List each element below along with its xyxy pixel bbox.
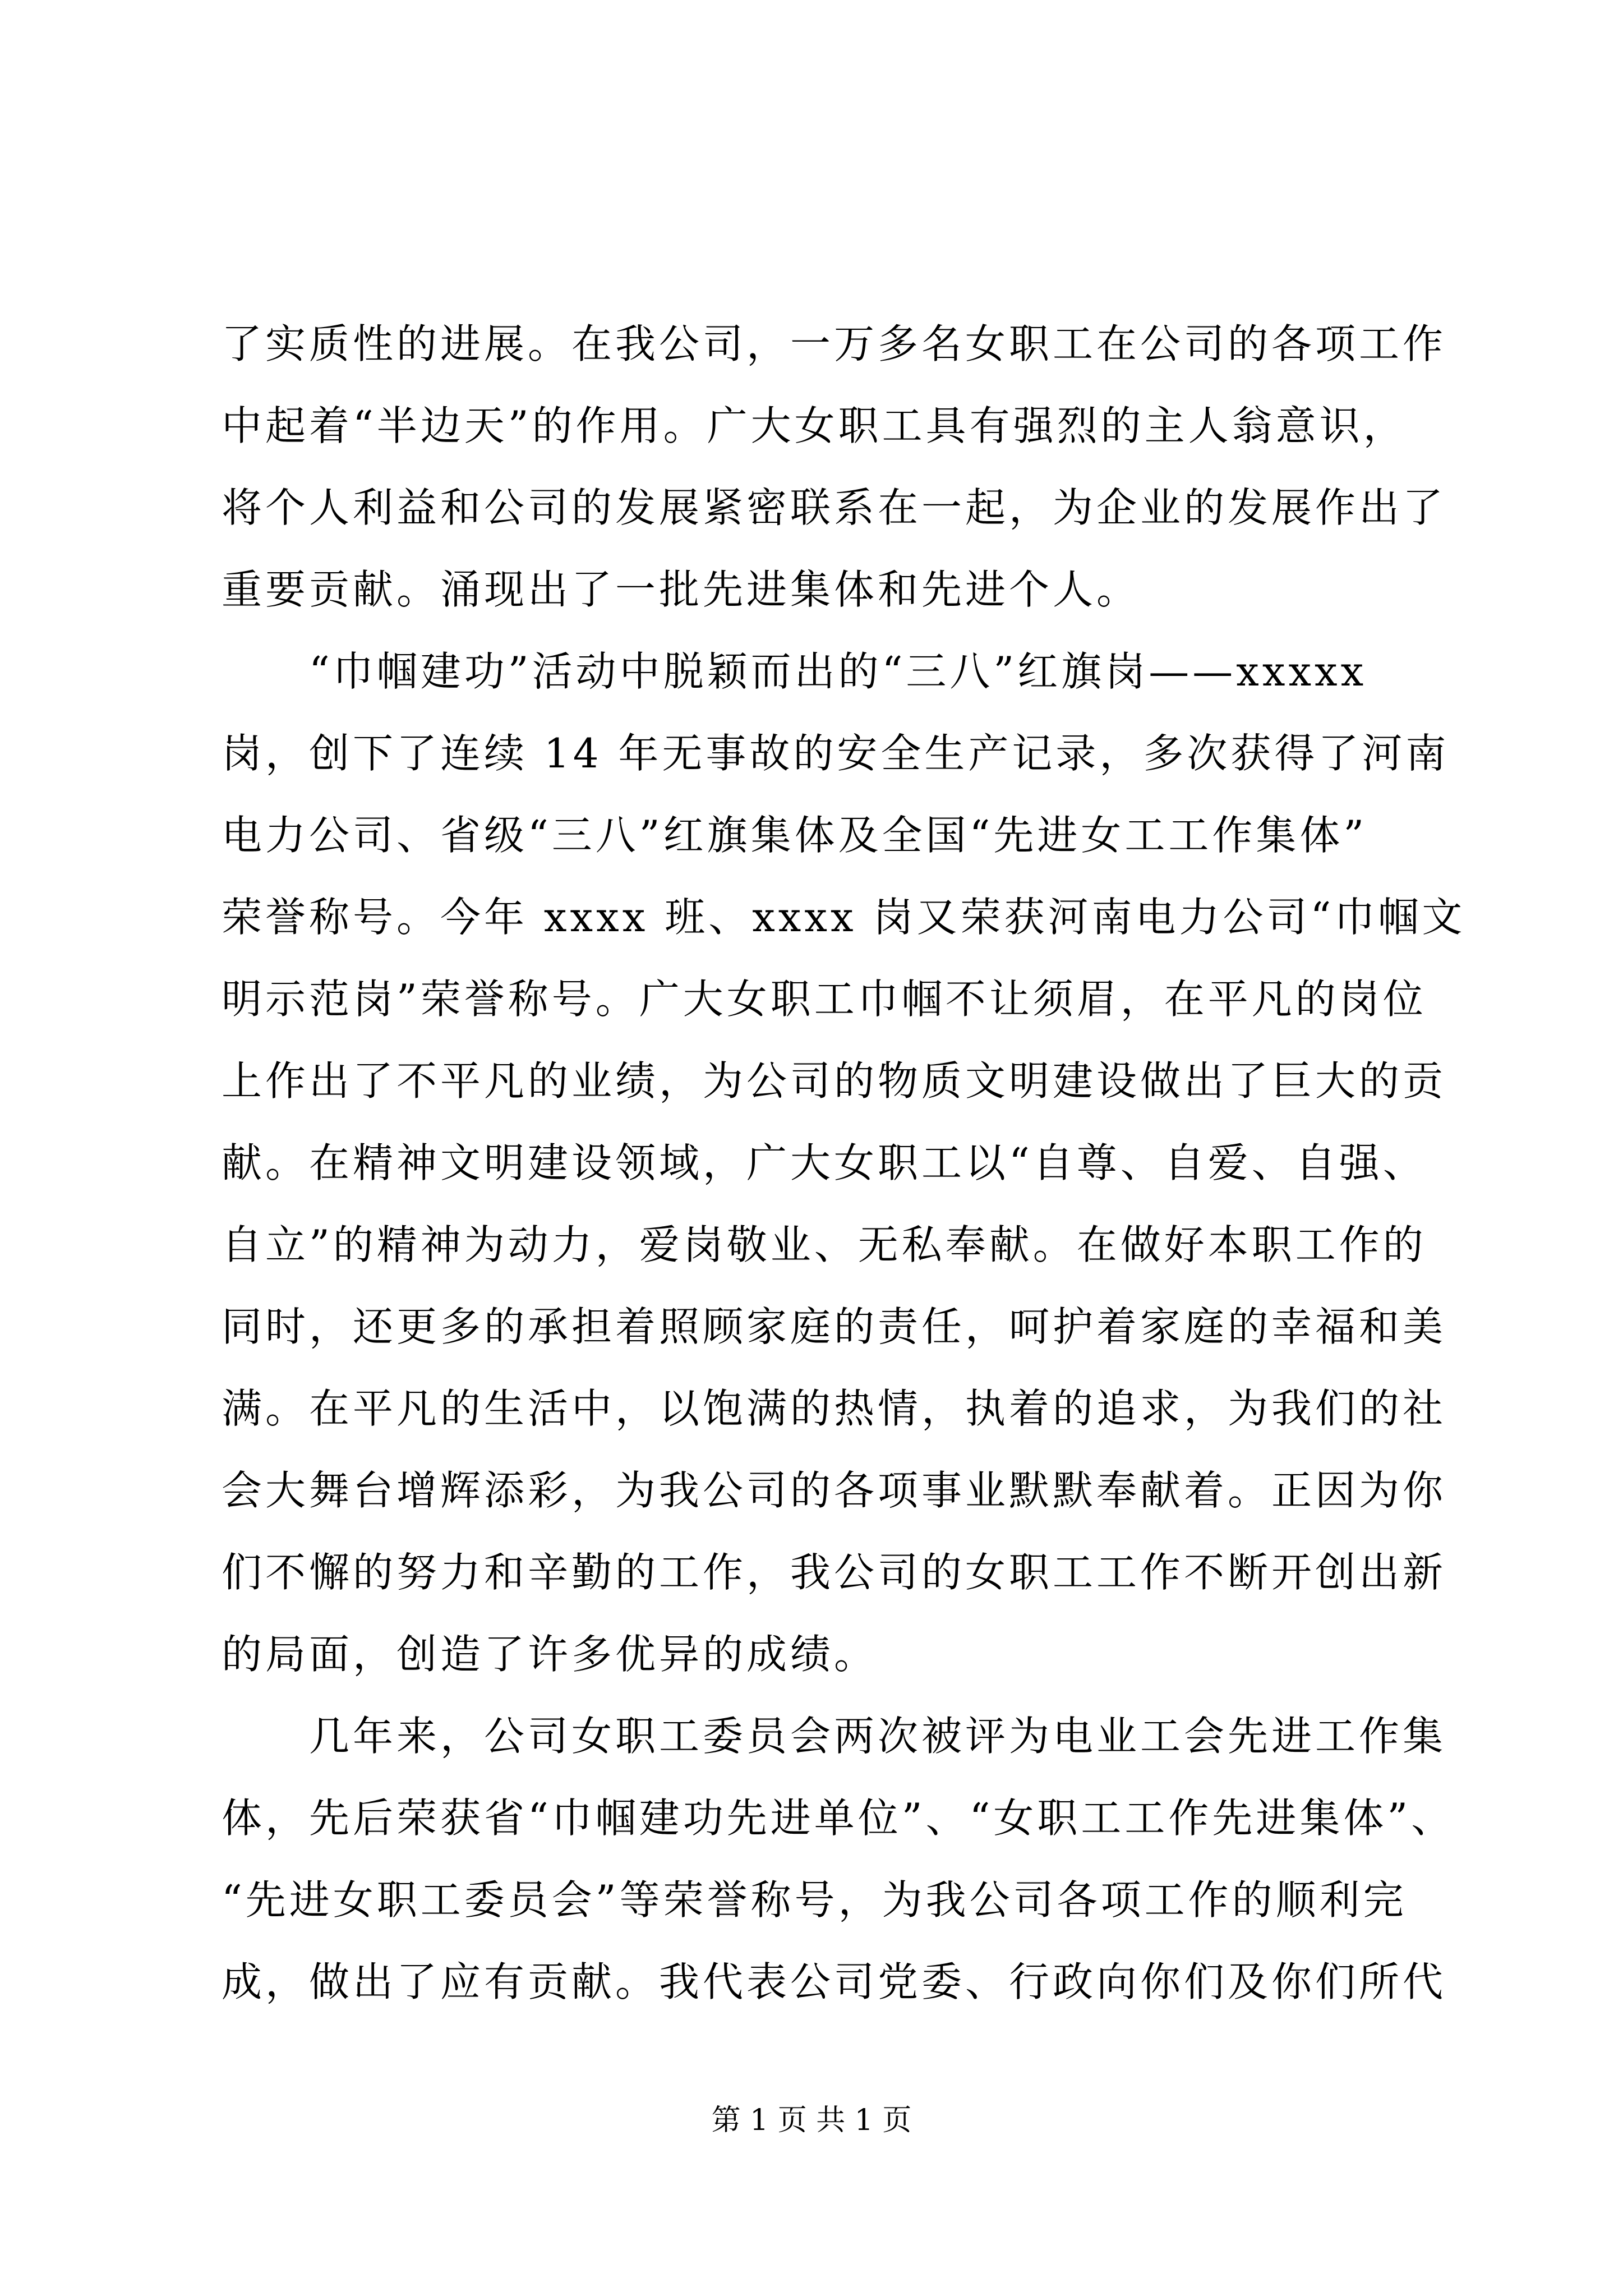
- text-line: 同时，还更多的承担着照顾家庭的责任，呵护着家庭的幸福和美: [222, 1303, 1447, 1350]
- text-line: 几年来，公司女职工委员会两次被评为电业工会先进工作集: [222, 1713, 1447, 1760]
- text-line: 满。在平凡的生活中，以饱满的热情，执着的追求，为我们的社: [222, 1385, 1447, 1432]
- text-line: 岗，创下了连续 14 年无事故的安全生产记录，多次获得了河南: [222, 730, 1450, 777]
- text-line: 荣誉称号。今年 xxxx 班、xxxx 岗又荣获河南电力公司“巾帼文: [222, 894, 1466, 941]
- text-line: 上作出了不平凡的业绩，为公司的物质文明建设做出了巨大的贡: [222, 1057, 1447, 1105]
- text-line: 明示范岗”荣誉称号。广大女职工巾帼不让须眉，在平凡的岗位: [222, 976, 1427, 1023]
- body-text: [222, 303, 1466, 2023]
- text-line: 的局面，创造了许多优异的成绩。: [222, 1631, 878, 1678]
- text-line: 们不懈的努力和辛勤的工作，我公司的女职工工作不断开创出新: [222, 1549, 1447, 1596]
- text-line: 自立”的精神为动力，爱岗敬业、无私奉献。在做好本职工作的: [222, 1221, 1427, 1268]
- text-line: 献。在精神文明建设领域，广大女职工以“自尊、自爱、自强、: [222, 1139, 1427, 1186]
- text-line: 电力公司、省级“三八”红旗集体及全国“先进女工工作集体”: [222, 812, 1368, 859]
- text-line: 重要贡献。涌现出了一批先进集体和先进个人。: [222, 566, 1141, 613]
- page-number-footer: 第 1 页 共 1 页: [711, 2104, 912, 2137]
- text-line: 成，做出了应有贡献。我代表公司党委、行政向你们及你们所代: [222, 1958, 1447, 2005]
- text-line: 体，先后荣获省“巾帼建功先进单位”、“女职工工作先进集体”、: [222, 1795, 1455, 1842]
- text-line: “先进女职工委员会”等荣誉称号，为我公司各项工作的顺利完: [222, 1876, 1407, 1924]
- text-line: 会大舞台增辉添彩，为我公司的各项事业默默奉献着。正因为你: [222, 1467, 1447, 1514]
- text-line: “巾帼建功”活动中脱颖而出的“三八”红旗岗——xxxxx: [222, 648, 1367, 695]
- text-line: 中起着“半边天”的作用。广大女职工具有强烈的主人翁意识，: [222, 402, 1407, 449]
- text-line: 将个人利益和公司的发展紧密联系在一起，为企业的发展作出了: [222, 484, 1447, 531]
- text-line: 了实质性的进展。在我公司，一万多名女职工在公司的各项工作: [222, 320, 1447, 367]
